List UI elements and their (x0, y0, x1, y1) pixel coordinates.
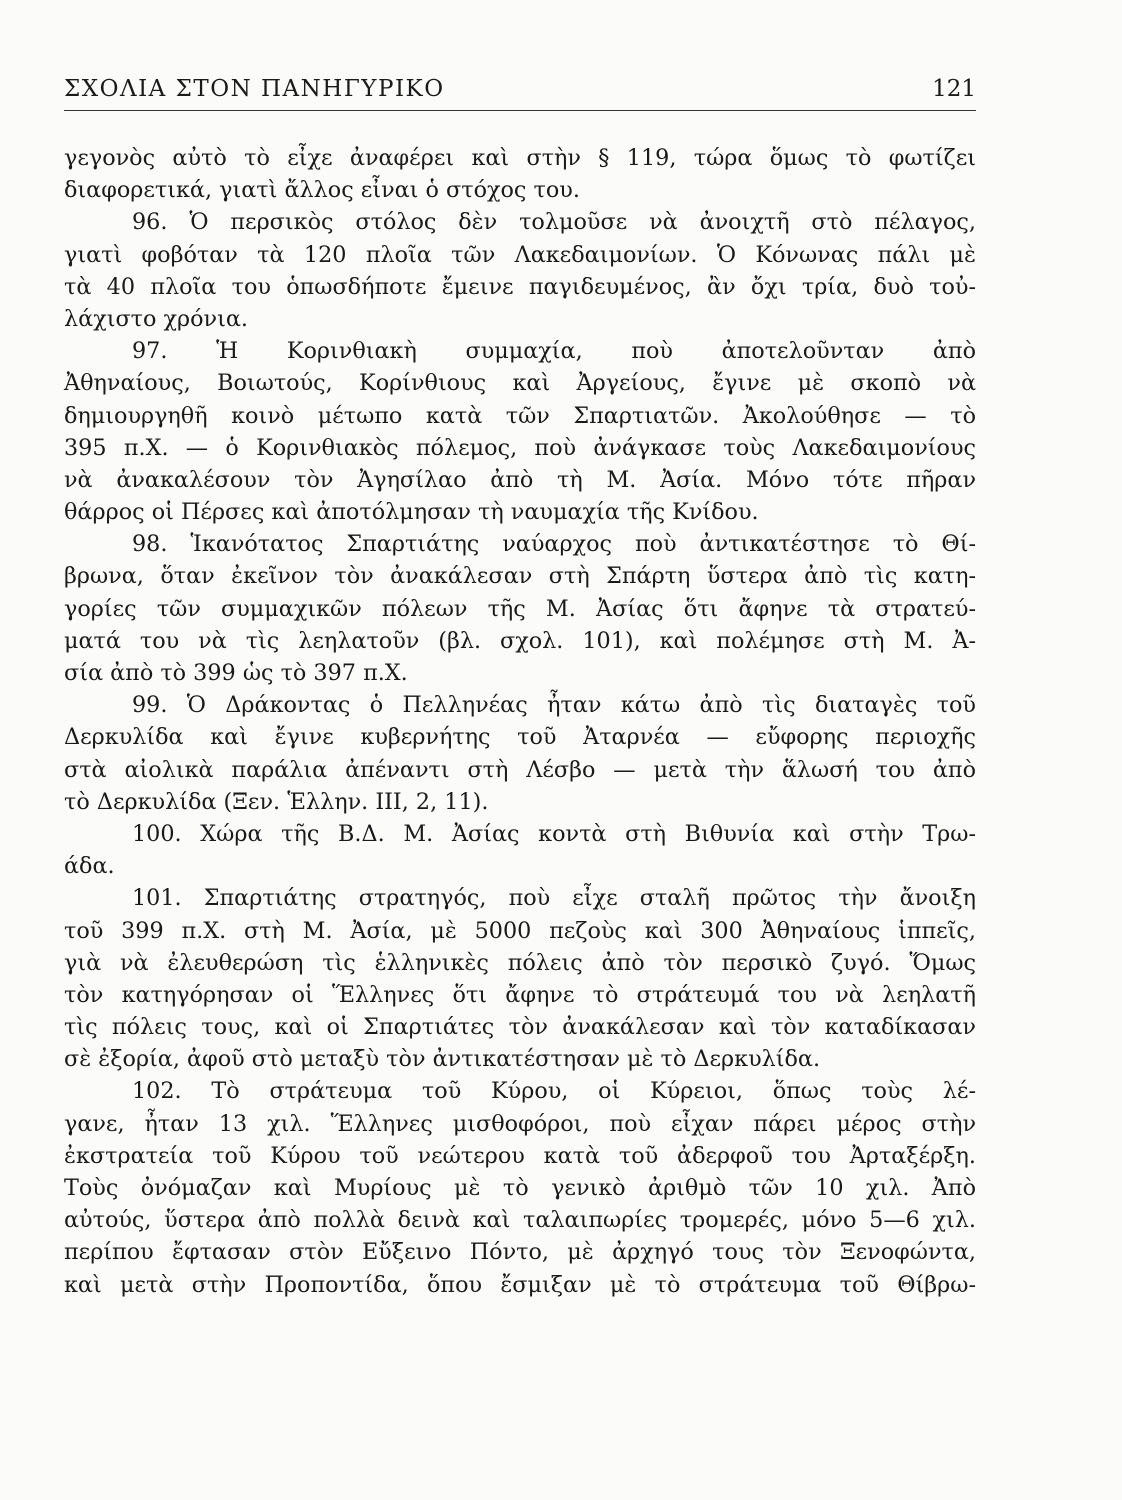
text-line: 98. Ἱκανότατος Σπαρτιάτης ναύαρχος ποὺ ἀντικατέστησε τὸ Θί- (132, 531, 976, 558)
running-header (64, 76, 976, 108)
text-line: 395 π.Χ. — ὁ Κορινθιακὸς πόλεμος, ποὺ ἀνάγκασε τοὺς Λακεδαιμονίους (64, 434, 976, 461)
text-line: νὰ ἀνακαλέσουν τὸν Ἀγησίλαο ἀπὸ τὴ Μ. Ἀσία. Μόνο τότε πῆραν (64, 466, 976, 493)
text-line: τὰ 40 πλοῖα του ὁπωσδήποτε ἔμεινε παγιδευμένος, ἂν ὄχι τρία, δυὸ τοὐ- (64, 273, 976, 300)
commentary-body (64, 142, 976, 1301)
header-rule (64, 110, 976, 111)
text-line: σὲ ἐξορία, ἀφοῦ στὸ μεταξὺ τὸν ἀντικατέστησαν μὲ τὸ Δερκυλίδα. (64, 1046, 821, 1073)
text-line: θάρρος οἱ Πέρσες καὶ ἀποτόλμησαν τὴ ναυμαχία τῆς Κνίδου. (64, 499, 759, 526)
running-title: ΣΧΟΛΙΑ ΣΤΟΝ ΠΑΝΗΓΥΡΙΚΟ (64, 76, 445, 102)
text-line: ἐκστρατεία τοῦ Κύρου τοῦ νεώτερου κατὰ τοῦ ἀδερφοῦ του Ἀρταξέρξη. (64, 1142, 976, 1169)
text-line: τὶς πόλεις τους, καὶ οἱ Σπαρτιάτες τὸν ἀνακάλεσαν καὶ τὸν καταδίκασαν (64, 1014, 976, 1041)
text-line: αὐτούς, ὕστερα ἀπὸ πολλὰ δεινὰ καὶ ταλαιπωρίες τρομερές, μόνο 5—6 χιλ. (64, 1207, 976, 1234)
text-line: τοῦ 399 π.Χ. στὴ Μ. Ἀσία, μὲ 5000 πεζοὺς καὶ 300 Ἀθηναίους ἱππεῖς, (64, 917, 976, 944)
text-line: καὶ μετὰ στὴν Προποντίδα, ὅπου ἔσμιξαν μὲ τὸ στράτευμα τοῦ Θίβρω- (64, 1271, 976, 1298)
text-line: δημιουργηθῆ κοινὸ μέτωπο κατὰ τῶν Σπαρτιατῶν. Ἀκολούθησε — τὸ (64, 402, 976, 429)
text-line: 102. Τὸ στράτευμα τοῦ Κύρου, οἱ Κύρειοι, ὅπως τοὺς λέ- (132, 1078, 976, 1105)
text-line: 99. Ὁ Δράκοντας ὁ Πελληνέας ἦταν κάτω ἀπὸ τὶς διαταγὲς τοῦ (132, 692, 976, 719)
text-line: 96. Ὁ περσικὸς στόλος δὲν τολμοῦσε νὰ ἀνοιχτῆ στὸ πέλαγος, (132, 209, 976, 236)
text-line: σία ἀπὸ τὸ 399 ὡς τὸ 397 π.Χ. (64, 660, 408, 686)
text-line: βρωνα, ὅταν ἐκεῖνον τὸν ἀνακάλεσαν στὴ Σπάρτη ὕστερα ἀπὸ τὶς κατη- (64, 563, 976, 590)
text-line: ματά του νὰ τὶς λεηλατοῦν (βλ. σχολ. 101), καὶ πολέμησε στὴ Μ. Ἀ- (64, 627, 976, 654)
text-line: Ἀθηναίους, Βοιωτούς, Κορίνθιους καὶ Ἀργείους, ἔγινε μὲ σκοπὸ νὰ (64, 370, 976, 397)
text-line: άδα. (64, 853, 115, 880)
text-line: γιὰ νὰ ἐλευθερώση τὶς ἑλληνικὲς πόλεις ἀπὸ τὸν περσικὸ ζυγό. Ὅμως (64, 949, 976, 976)
text-line: γορίες τῶν συμμαχικῶν πόλεων τῆς Μ. Ἀσίας ὅτι ἄφηνε τὰ στρατεύ- (64, 595, 976, 622)
text-line: 101. Σπαρτιάτης στρατηγός, ποὺ εἶχε σταλῆ πρῶτος τὴν ἄνοιξη (132, 885, 976, 912)
text-line: τὸν κατηγόρησαν οἱ Ἕλληνες ὅτι ἄφηνε τὸ στράτευμά του νὰ λεηλατῆ (64, 981, 976, 1008)
text-line: 100. Χώρα τῆς Β.Δ. Μ. Ἀσίας κοντὰ στὴ Βιθυνία καὶ στὴν Τρω- (132, 820, 976, 847)
page-number: 121 (932, 76, 976, 102)
text-line: διαφορετικά, γιατὶ ἄλλος εἶναι ὁ στόχος του. (64, 177, 580, 204)
text-line: γεγονὸς αὐτὸ τὸ εἶχε ἀναφέρει καὶ στὴν § 119, τώρα ὅμως τὸ φωτίζει (64, 145, 976, 171)
text-line: γιατὶ φοβόταν τὰ 120 πλοῖα τῶν Λακεδαιμονίων. Ὁ Κόνωνας πάλι μὲ (64, 241, 976, 268)
text-line: Δερκυλίδα καὶ ἔγινε κυβερνήτης τοῦ Ἀταρνέα — εὔφορης περιοχῆς (64, 724, 976, 751)
text-line: περίπου ἔφτασαν στὸν Εὔξεινο Πόντο, μὲ ἀρχηγό τους τὸν Ξενοφώντα, (64, 1239, 976, 1266)
text-line: 97. Ἡ Κορινθιακὴ συμμαχία, ποὺ ἀποτελοῦνταν ἀπὸ (132, 338, 976, 365)
text-line: γανε, ἦταν 13 χιλ. Ἕλληνες μισθοφόροι, ποὺ εἶχαν πάρει μέρος στὴν (64, 1110, 976, 1137)
text-line: στὰ αἰολικὰ παράλια ἀπέναντι στὴ Λέσβο — μετὰ τὴν ἅλωσή του ἀπὸ (64, 756, 976, 783)
text-line: Τοὺς ὀνόμαζαν καὶ Μυρίους μὲ τὸ γενικὸ ἀριθμὸ τῶν 10 χιλ. Ἀπὸ (64, 1175, 976, 1201)
text-line: λάχιστο χρόνια. (64, 305, 248, 332)
text-line: τὸ Δερκυλίδα (Ξεν. Ἑλλην. III, 2, 11). (64, 788, 489, 815)
